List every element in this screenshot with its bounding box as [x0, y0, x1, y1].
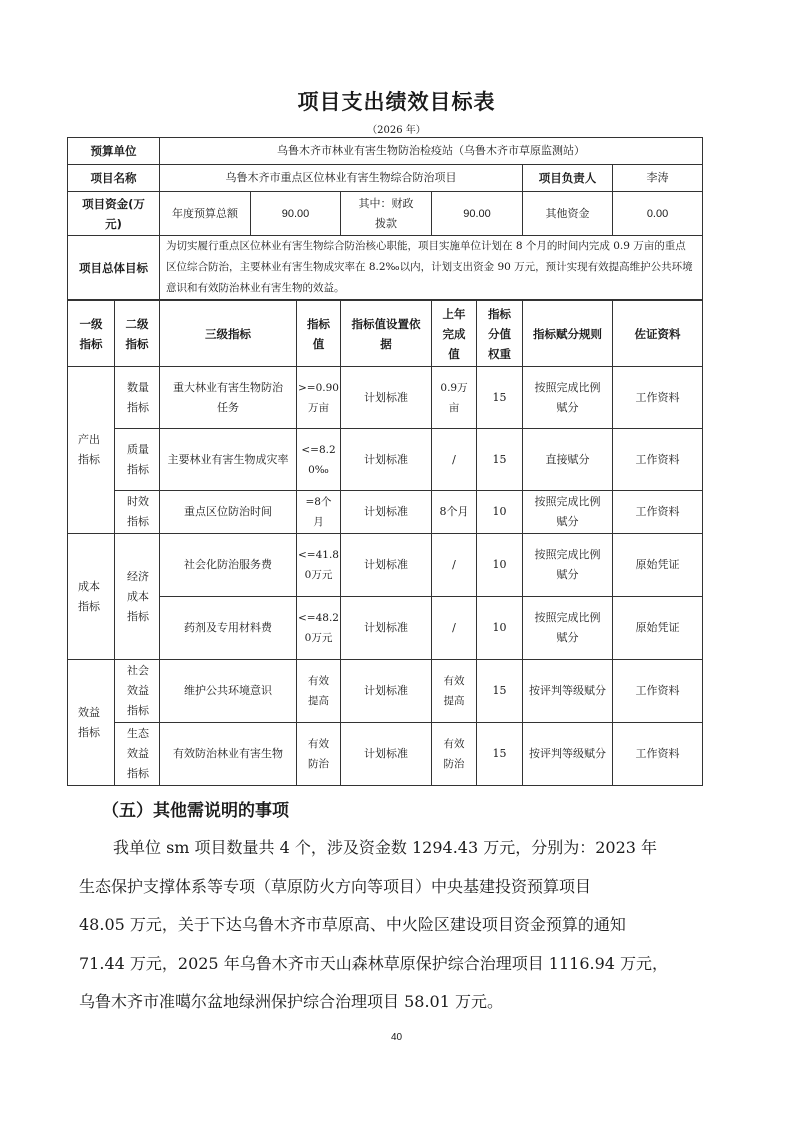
level3-cell: 药剂及专用材料费: [160, 597, 297, 660]
annual-total-value: 90.00: [251, 192, 341, 236]
weight-cell: 15: [477, 429, 523, 491]
level3-cell: 社会化防治服务费: [160, 534, 297, 597]
budget-unit-value: 乌鲁木齐市林业有害生物防治检疫站（乌鲁木齐市草原监测站）: [160, 138, 703, 165]
basis-cell: 计划标准: [341, 367, 432, 429]
header-basis: 指标值设置依据: [341, 301, 432, 367]
section-heading: （五）其他需说明的事项: [102, 801, 289, 821]
level1-benefit: 效益指标: [68, 660, 115, 786]
fiscal-value: 90.00: [432, 192, 523, 236]
header-evidence: 佐证资料: [613, 301, 703, 367]
level3-cell: 有效防治林业有害生物: [160, 723, 297, 786]
level3-cell: 主要林业有害生物成灾率: [160, 429, 297, 491]
level2-cell: 质量指标: [115, 429, 160, 491]
table-row: [68, 660, 703, 723]
last-year-cell: /: [432, 597, 477, 660]
value-cell: 有效提高: [297, 660, 341, 723]
paragraph-line: 生态保护支撑体系等专项（草原防火方向等项目）中央基建投资预算项目: [79, 876, 592, 896]
value-cell: <=8.20‰: [297, 429, 341, 491]
table-row: [68, 534, 703, 597]
value-cell: <=48.20万元: [297, 597, 341, 660]
level2-cell: 时效指标: [115, 491, 160, 534]
owner-label: 项目负责人: [523, 165, 613, 192]
rule-cell: 按照完成比例赋分: [523, 534, 613, 597]
last-year-cell: /: [432, 429, 477, 491]
table-row: [68, 429, 703, 491]
paragraph-line: 48.05 万元，关于下达乌鲁木齐市草原高、中火险区建设项目资金预算的通知: [79, 915, 626, 934]
basis-cell: 计划标准: [341, 723, 432, 786]
page-title: 项目支出绩效目标表: [297, 90, 496, 114]
weight-cell: 10: [477, 534, 523, 597]
weight-cell: 15: [477, 723, 523, 786]
annual-total-label: 年度预算总额: [160, 192, 251, 236]
budget-unit-label: 预算单位: [68, 138, 160, 165]
weight-cell: 15: [477, 660, 523, 723]
paragraph-line: 71.44 万元，2025 年乌鲁木齐市天山森林草原保护综合治理项目 1116.94 万元，: [79, 953, 669, 973]
rule-cell: 按评判等级赋分: [523, 723, 613, 786]
table-row: [68, 491, 703, 534]
project-name-value: 乌鲁木齐市重点区位林业有害生物综合防治项目: [160, 165, 523, 192]
table-row: [68, 367, 703, 429]
evidence-cell: 原始凭证: [613, 597, 703, 660]
budget-unit-row: [68, 138, 703, 165]
header-level1: 一级指标: [68, 301, 115, 367]
last-year-cell: 0.9万亩: [432, 367, 477, 429]
goal-row: [68, 236, 703, 300]
project-name-label: 项目名称: [68, 165, 160, 192]
table-row: [68, 723, 703, 786]
weight-cell: 15: [477, 367, 523, 429]
funds-row: [68, 192, 703, 236]
fiscal-label: 其中：财政拨款: [341, 192, 432, 236]
header-row: [68, 301, 703, 367]
rule-cell: 按照完成比例赋分: [523, 597, 613, 660]
value-cell: <=41.80万元: [297, 534, 341, 597]
header-level2: 二级指标: [115, 301, 160, 367]
section-paragraph: [79, 829, 719, 1022]
level3-cell: 重点区位防治时间: [160, 491, 297, 534]
header-level3: 三级指标: [160, 301, 297, 367]
last-year-cell: 有效提高: [432, 660, 477, 723]
goal-label: 项目总体目标: [68, 236, 160, 300]
header-last-year: 上年完成值: [432, 301, 477, 367]
other-value: 0.00: [613, 192, 703, 236]
header-weight: 指标分值权重: [477, 301, 523, 367]
basis-cell: 计划标准: [341, 597, 432, 660]
table-row: [68, 597, 703, 660]
basis-cell: 计划标准: [341, 660, 432, 723]
level3-cell: 维护公共环境意识: [160, 660, 297, 723]
value-cell: >=0.90万亩: [297, 367, 341, 429]
evidence-cell: 原始凭证: [613, 534, 703, 597]
level2-cell: 社会效益指标: [115, 660, 160, 723]
level1-output: 产出指标: [68, 367, 115, 534]
evidence-cell: 工作资料: [613, 723, 703, 786]
evidence-cell: 工作资料: [613, 429, 703, 491]
rule-cell: 直接赋分: [523, 429, 613, 491]
year-label: （2026 年）: [367, 125, 426, 136]
indicator-table: [67, 300, 703, 786]
funds-label: 项目资金(万元): [68, 192, 160, 236]
level1-cost: 成本指标: [68, 534, 115, 660]
project-name-row: [68, 165, 703, 192]
other-label: 其他资金: [523, 192, 613, 236]
weight-cell: 10: [477, 491, 523, 534]
paragraph-line: 乌鲁木齐市准噶尔盆地绿洲保护综合治理项目 58.01 万元。: [79, 992, 503, 1011]
last-year-cell: /: [432, 534, 477, 597]
rule-cell: 按照完成比例赋分: [523, 367, 613, 429]
basis-cell: 计划标准: [341, 429, 432, 491]
evidence-cell: 工作资料: [613, 491, 703, 534]
level2-cell: 生态效益指标: [115, 723, 160, 786]
level3-cell: 重大林业有害生物防治任务: [160, 367, 297, 429]
header-value: 指标值: [297, 301, 341, 367]
evidence-cell: 工作资料: [613, 367, 703, 429]
last-year-cell: 有效防治: [432, 723, 477, 786]
evidence-cell: 工作资料: [613, 660, 703, 723]
basis-cell: 计划标准: [341, 491, 432, 534]
value-cell: =8个月: [297, 491, 341, 534]
rule-cell: 按评判等级赋分: [523, 660, 613, 723]
level2-cell: 经济成本指标: [115, 534, 160, 660]
rule-cell: 按照完成比例赋分: [523, 491, 613, 534]
level2-cell: 数量指标: [115, 367, 160, 429]
last-year-cell: 8个月: [432, 491, 477, 534]
basis-cell: 计划标准: [341, 534, 432, 597]
page-number: 40: [390, 1032, 403, 1043]
weight-cell: 10: [477, 597, 523, 660]
project-info-table: [67, 137, 703, 300]
value-cell: 有效防治: [297, 723, 341, 786]
goal-value: 为切实履行重点区位林业有害生物综合防治核心职能，项目实施单位计划在 8 个月的时间内完成 0.9 万亩的重点区位综合防治，主要林业有害生物成灾率在 8.2‰以内，计划支出资金 90 万元，预计实现有效提高维护公共环境意识和有效防治林业有害生物的效益。: [160, 236, 703, 300]
owner-value: 李涛: [613, 165, 703, 192]
header-rule: 指标赋分规则: [523, 301, 613, 367]
paragraph-line: 我单位 sm 项目数量共 4 个，涉及资金数 1294.43 万元，分别为：2023 年: [113, 838, 658, 857]
